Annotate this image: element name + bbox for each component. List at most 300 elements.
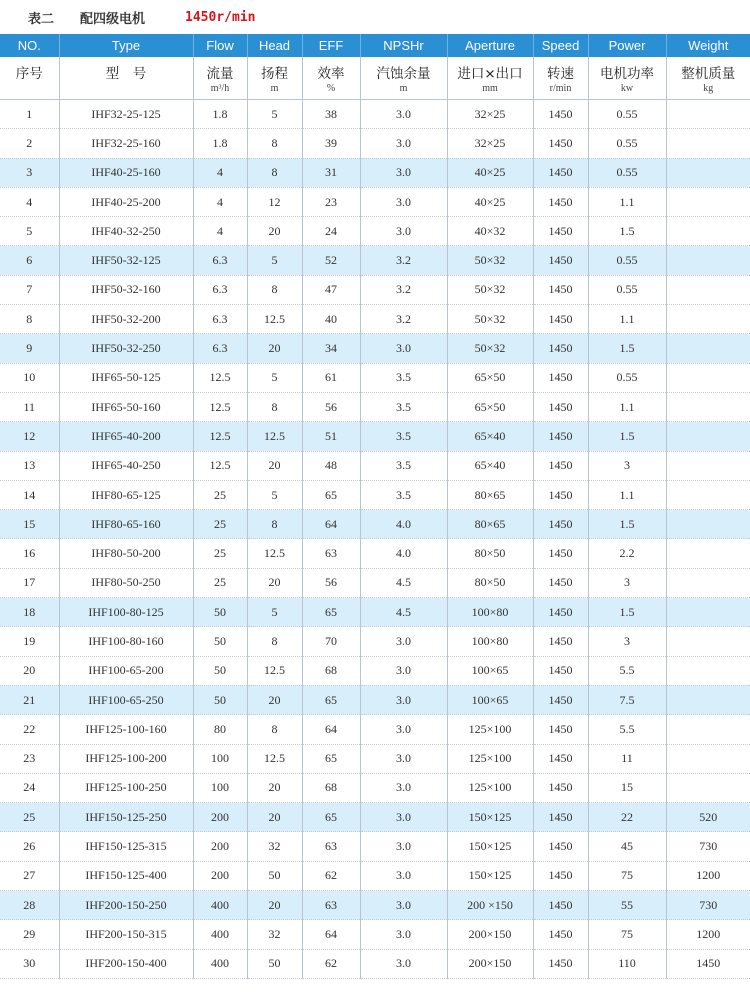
table-cell: 47 (302, 275, 360, 304)
column-unit: m³/h (210, 83, 230, 94)
table-cell: 1200 (666, 861, 750, 890)
table-row (0, 715, 750, 744)
column-header-en: Head (247, 34, 302, 57)
table-cell: 5 (0, 217, 59, 246)
table-cell: 1450 (533, 246, 588, 275)
column-label-cn: 进口×出口 (457, 66, 523, 82)
table-cell: 1450 (533, 656, 588, 685)
table-cell: 50×32 (447, 334, 533, 363)
table-cell: IHF50-32-200 (59, 305, 193, 334)
table-cell: 5.5 (588, 656, 666, 685)
table-cell: IHF65-50-160 (59, 392, 193, 421)
table-cell: 4 (193, 217, 247, 246)
column-label-cn: 流量 (206, 66, 234, 82)
table-cell: 8 (247, 158, 302, 187)
table-cell (666, 510, 750, 539)
column-header-cn (666, 57, 750, 100)
table-cell: 80×50 (447, 568, 533, 597)
column-header-en: Type (59, 34, 193, 57)
table-row (0, 832, 750, 861)
pump-spec-table (0, 34, 750, 979)
table-row (0, 656, 750, 685)
table-cell: 23 (302, 187, 360, 216)
table-cell: 12.5 (247, 656, 302, 685)
column-header-cn (360, 57, 447, 100)
column-unit: mm (482, 83, 498, 94)
table-row (0, 392, 750, 421)
table-row (0, 949, 750, 978)
table-row (0, 451, 750, 480)
column-label-cn: 效率 (317, 66, 345, 82)
table-cell: 400 (193, 949, 247, 978)
table-cell: 65×40 (447, 451, 533, 480)
table-cell: IHF32-25-160 (59, 129, 193, 158)
table-cell: 50 (193, 627, 247, 656)
table-cell (666, 100, 750, 129)
table-cell: 20 (247, 685, 302, 714)
table-cell: 40×25 (447, 187, 533, 216)
table-row (0, 920, 750, 949)
column-header-cn (247, 57, 302, 100)
table-cell: 63 (302, 539, 360, 568)
table-row (0, 627, 750, 656)
table-cell: 1450 (533, 627, 588, 656)
table-cell (666, 744, 750, 773)
table-cell: 3.0 (360, 803, 447, 832)
column-header-en: Weight (666, 34, 750, 57)
table-cell: 4 (193, 187, 247, 216)
table-cell: 1.8 (193, 100, 247, 129)
table-cell: 3.0 (360, 129, 447, 158)
table-cell: IHF100-65-200 (59, 656, 193, 685)
table-cell: 150×125 (447, 861, 533, 890)
table-cell: 1450 (533, 920, 588, 949)
table-cell (666, 392, 750, 421)
table-cell: 3.2 (360, 305, 447, 334)
table-cell: 65 (302, 480, 360, 509)
table-cell: 6 (0, 246, 59, 275)
table-caption (0, 0, 750, 34)
table-cell: 7.5 (588, 685, 666, 714)
table-cell: 0.55 (588, 363, 666, 392)
column-header-en: Flow (193, 34, 247, 57)
table-cell: 1450 (533, 480, 588, 509)
column-unit: m (270, 83, 279, 94)
table-cell: IHF150-125-400 (59, 861, 193, 890)
table-cell: 1450 (533, 217, 588, 246)
table-cell: 25 (193, 480, 247, 509)
table-cell: 32×25 (447, 100, 533, 129)
table-cell: 2 (0, 129, 59, 158)
column-unit: r/min (549, 83, 572, 94)
table-row (0, 685, 750, 714)
table-cell: 48 (302, 451, 360, 480)
table-cell: 1450 (533, 363, 588, 392)
table-cell: 3 (588, 627, 666, 656)
table-cell (666, 451, 750, 480)
table-cell: 21 (0, 685, 59, 714)
table-cell: 64 (302, 510, 360, 539)
table-cell: 45 (588, 832, 666, 861)
table-cell: 20 (247, 451, 302, 480)
table-cell: 4.5 (360, 598, 447, 627)
table-cell: IHF40-25-200 (59, 187, 193, 216)
table-cell: IHF50-32-250 (59, 334, 193, 363)
table-cell: 3.0 (360, 744, 447, 773)
table-cell: 125×100 (447, 773, 533, 802)
table-cell: 20 (247, 334, 302, 363)
table-cell: IHF100-80-160 (59, 627, 193, 656)
table-cell: 100 (193, 744, 247, 773)
table-cell: IHF40-25-160 (59, 158, 193, 187)
table-row (0, 334, 750, 363)
table-cell: 4 (0, 187, 59, 216)
table-cell: 51 (302, 422, 360, 451)
table-cell: 1450 (533, 275, 588, 304)
table-cell: 200 ×150 (447, 891, 533, 920)
table-cell: 110 (588, 949, 666, 978)
table-cell: 8 (247, 627, 302, 656)
table-cell: IHF80-65-125 (59, 480, 193, 509)
table-cell: 17 (0, 568, 59, 597)
table-cell: 3.5 (360, 451, 447, 480)
table-cell: 100×80 (447, 627, 533, 656)
table-cell: 50 (193, 598, 247, 627)
table-cell: 1.5 (588, 598, 666, 627)
table-cell: 100×65 (447, 685, 533, 714)
table-cell: 1450 (533, 129, 588, 158)
table-cell (666, 715, 750, 744)
table-cell: 3.2 (360, 246, 447, 275)
table-row (0, 100, 750, 129)
table-cell: 56 (302, 392, 360, 421)
table-cell: 75 (588, 920, 666, 949)
column-header-cn (59, 57, 193, 100)
table-cell: 1.1 (588, 305, 666, 334)
table-cell: 125×100 (447, 715, 533, 744)
table-cell: 0.55 (588, 158, 666, 187)
table-cell: 3.0 (360, 773, 447, 802)
table-cell: 52 (302, 246, 360, 275)
table-cell: 75 (588, 861, 666, 890)
table-cell: 6.3 (193, 246, 247, 275)
table-row (0, 305, 750, 334)
table-cell: 28 (0, 891, 59, 920)
table-cell: 24 (302, 217, 360, 246)
table-cell: 3.0 (360, 861, 447, 890)
table-cell: 150×125 (447, 803, 533, 832)
table-cell: 1450 (533, 773, 588, 802)
table-cell: IHF80-50-250 (59, 568, 193, 597)
table-cell: 32×25 (447, 129, 533, 158)
column-header-en: Aperture (447, 34, 533, 57)
table-cell: 12.5 (193, 451, 247, 480)
table-cell: 4.0 (360, 539, 447, 568)
table-cell: 63 (302, 891, 360, 920)
table-cell: IHF150-125-315 (59, 832, 193, 861)
table-cell: 8 (247, 129, 302, 158)
table-cell: 34 (302, 334, 360, 363)
table-cell: 50×32 (447, 275, 533, 304)
table-row (0, 861, 750, 890)
table-row (0, 539, 750, 568)
table-cell: 25 (193, 510, 247, 539)
table-cell: 8 (247, 715, 302, 744)
table-cell: 25 (193, 568, 247, 597)
table-title: 配四级电机 (80, 11, 146, 27)
table-cell: 1450 (666, 949, 750, 978)
table-cell: 61 (302, 363, 360, 392)
table-cell: 20 (247, 568, 302, 597)
table-cell: 40 (302, 305, 360, 334)
column-label-cn: 电机功率 (600, 66, 654, 82)
table-cell: 25 (0, 803, 59, 832)
table-cell: 11 (0, 392, 59, 421)
table-cell: 5 (247, 246, 302, 275)
table-cell: 64 (302, 715, 360, 744)
table-cell: 20 (247, 891, 302, 920)
table-row (0, 803, 750, 832)
table-cell: 25 (193, 539, 247, 568)
table-cell: 55 (588, 891, 666, 920)
table-cell: 5 (247, 480, 302, 509)
table-cell (666, 275, 750, 304)
table-cell: 1450 (533, 422, 588, 451)
table-cell: 1.5 (588, 510, 666, 539)
table-cell: 3.5 (360, 392, 447, 421)
table-cell (666, 129, 750, 158)
table-cell: 0.55 (588, 246, 666, 275)
table-cell: IHF65-40-250 (59, 451, 193, 480)
table-cell: 68 (302, 656, 360, 685)
column-header-cn (0, 57, 59, 100)
table-cell: 6.3 (193, 334, 247, 363)
table-row (0, 568, 750, 597)
table-cell: 5.5 (588, 715, 666, 744)
table-cell: 5 (247, 598, 302, 627)
table-cell: 1450 (533, 803, 588, 832)
table-cell (666, 480, 750, 509)
column-label-cn: 型 号 (105, 66, 147, 82)
table-cell: 5 (247, 363, 302, 392)
table-cell: 3.2 (360, 275, 447, 304)
table-cell: 39 (302, 129, 360, 158)
table-cell: 3.5 (360, 422, 447, 451)
table-cell (666, 334, 750, 363)
table-cell: 65 (302, 685, 360, 714)
table-cell: 1450 (533, 334, 588, 363)
column-header-cn (193, 57, 247, 100)
table-cell: 16 (0, 539, 59, 568)
table-row (0, 480, 750, 509)
table-cell: 3 (0, 158, 59, 187)
table-cell: 3.0 (360, 627, 447, 656)
table-row (0, 275, 750, 304)
table-cell: 150×125 (447, 832, 533, 861)
table-cell: IHF125-100-160 (59, 715, 193, 744)
table-cell: 200 (193, 861, 247, 890)
table-row (0, 891, 750, 920)
table-cell: IHF150-125-250 (59, 803, 193, 832)
column-label-cn: 汽蚀余量 (376, 66, 431, 82)
table-row (0, 422, 750, 451)
table-cell (666, 568, 750, 597)
table-cell: 1.1 (588, 187, 666, 216)
table-cell: 1450 (533, 685, 588, 714)
table-cell: 1.8 (193, 129, 247, 158)
column-header-en: Power (588, 34, 666, 57)
table-cell: 3 (588, 451, 666, 480)
table-cell: 64 (302, 920, 360, 949)
table-cell: 3.0 (360, 217, 447, 246)
column-label-cn: 整机质量 (681, 66, 736, 82)
table-cell: 3.0 (360, 100, 447, 129)
table-cell: 12.5 (193, 392, 247, 421)
table-cell: 1450 (533, 392, 588, 421)
table-cell: 1450 (533, 305, 588, 334)
table-row (0, 363, 750, 392)
table-cell: 12.5 (193, 363, 247, 392)
table-cell: 200×150 (447, 920, 533, 949)
column-unit: m (399, 83, 408, 94)
table-cell: IHF32-25-125 (59, 100, 193, 129)
table-cell: 1.1 (588, 480, 666, 509)
table-cell: 3.0 (360, 187, 447, 216)
table-cell: 8 (247, 510, 302, 539)
table-cell: 27 (0, 861, 59, 890)
table-cell: 2.2 (588, 539, 666, 568)
table-cell: 1450 (533, 568, 588, 597)
table-cell: IHF50-32-160 (59, 275, 193, 304)
table-cell: IHF100-80-125 (59, 598, 193, 627)
table-cell: 1450 (533, 451, 588, 480)
table-cell: 20 (247, 803, 302, 832)
table-cell: 0.55 (588, 100, 666, 129)
table-cell: 1 (0, 100, 59, 129)
table-body (0, 100, 750, 979)
table-cell: 3.0 (360, 334, 447, 363)
table-cell: 6.3 (193, 305, 247, 334)
table-cell: IHF200-150-400 (59, 949, 193, 978)
table-cell: 12.5 (193, 422, 247, 451)
table-row (0, 598, 750, 627)
table-cell: 7 (0, 275, 59, 304)
table-cell: 0.55 (588, 275, 666, 304)
column-header-cn (533, 57, 588, 100)
table-cell: 1450 (533, 832, 588, 861)
table-cell: 730 (666, 832, 750, 861)
table-cell: 1450 (533, 891, 588, 920)
table-cell: 22 (588, 803, 666, 832)
table-cell: IHF65-40-200 (59, 422, 193, 451)
table-cell: 100×80 (447, 598, 533, 627)
table-row (0, 246, 750, 275)
table-cell: 50 (193, 656, 247, 685)
table-cell (666, 685, 750, 714)
table-cell: IHF50-32-125 (59, 246, 193, 275)
table-cell: 1450 (533, 187, 588, 216)
table-row (0, 129, 750, 158)
table-cell (666, 305, 750, 334)
table-cell: 12 (0, 422, 59, 451)
table-cell: 23 (0, 744, 59, 773)
table-cell (666, 363, 750, 392)
table-cell: 40×32 (447, 217, 533, 246)
table-cell: 20 (0, 656, 59, 685)
table-cell: 65 (302, 598, 360, 627)
column-unit: kg (703, 83, 714, 94)
table-cell: 12.5 (247, 744, 302, 773)
table-cell: 31 (302, 158, 360, 187)
table-cell: 1450 (533, 744, 588, 773)
table-cell: 80×65 (447, 510, 533, 539)
table-cell: 200 (193, 832, 247, 861)
table-cell: 200×150 (447, 949, 533, 978)
motor-speed: 1450r/min (185, 9, 256, 25)
table-cell: 18 (0, 598, 59, 627)
table-row (0, 773, 750, 802)
table-cell: 1.5 (588, 217, 666, 246)
column-header-cn (588, 57, 666, 100)
table-cell: 1450 (533, 598, 588, 627)
table-cell: 26 (0, 832, 59, 861)
table-cell: 65 (302, 803, 360, 832)
table-cell: 9 (0, 334, 59, 363)
table-cell: 3.0 (360, 158, 447, 187)
table-cell: 22 (0, 715, 59, 744)
table-cell: 4 (193, 158, 247, 187)
table-row (0, 217, 750, 246)
table-cell: 100×65 (447, 656, 533, 685)
column-header-cn (447, 57, 533, 100)
column-unit: kw (620, 83, 634, 94)
table-cell: 50×32 (447, 305, 533, 334)
column-header-en: Speed (533, 34, 588, 57)
table-cell: 3.0 (360, 715, 447, 744)
table-row (0, 510, 750, 539)
table-cell: 3.0 (360, 920, 447, 949)
table-cell: 730 (666, 891, 750, 920)
table-cell: 38 (302, 100, 360, 129)
table-cell: 400 (193, 891, 247, 920)
table-cell: 3.5 (360, 480, 447, 509)
table-cell: 63 (302, 832, 360, 861)
table-cell: 50 (247, 949, 302, 978)
table-cell: 8 (247, 392, 302, 421)
table-cell: 65×50 (447, 363, 533, 392)
table-cell: 62 (302, 861, 360, 890)
table-cell: 1450 (533, 539, 588, 568)
column-header-cn (302, 57, 360, 100)
column-header-en: EFF (302, 34, 360, 57)
table-label: 表二 (28, 11, 55, 27)
table-cell: 10 (0, 363, 59, 392)
table-cell: 65×50 (447, 392, 533, 421)
table-cell: 3.5 (360, 363, 447, 392)
table-cell: 50 (247, 861, 302, 890)
table-cell: 32 (247, 832, 302, 861)
table-cell: IHF100-65-250 (59, 685, 193, 714)
table-cell: 4.5 (360, 568, 447, 597)
table-cell (666, 656, 750, 685)
table-cell: IHF200-150-250 (59, 891, 193, 920)
table-cell: 50 (193, 685, 247, 714)
table-cell: 80 (193, 715, 247, 744)
table-cell (666, 187, 750, 216)
table-cell: 56 (302, 568, 360, 597)
table-cell (666, 422, 750, 451)
table-cell: 125×100 (447, 744, 533, 773)
